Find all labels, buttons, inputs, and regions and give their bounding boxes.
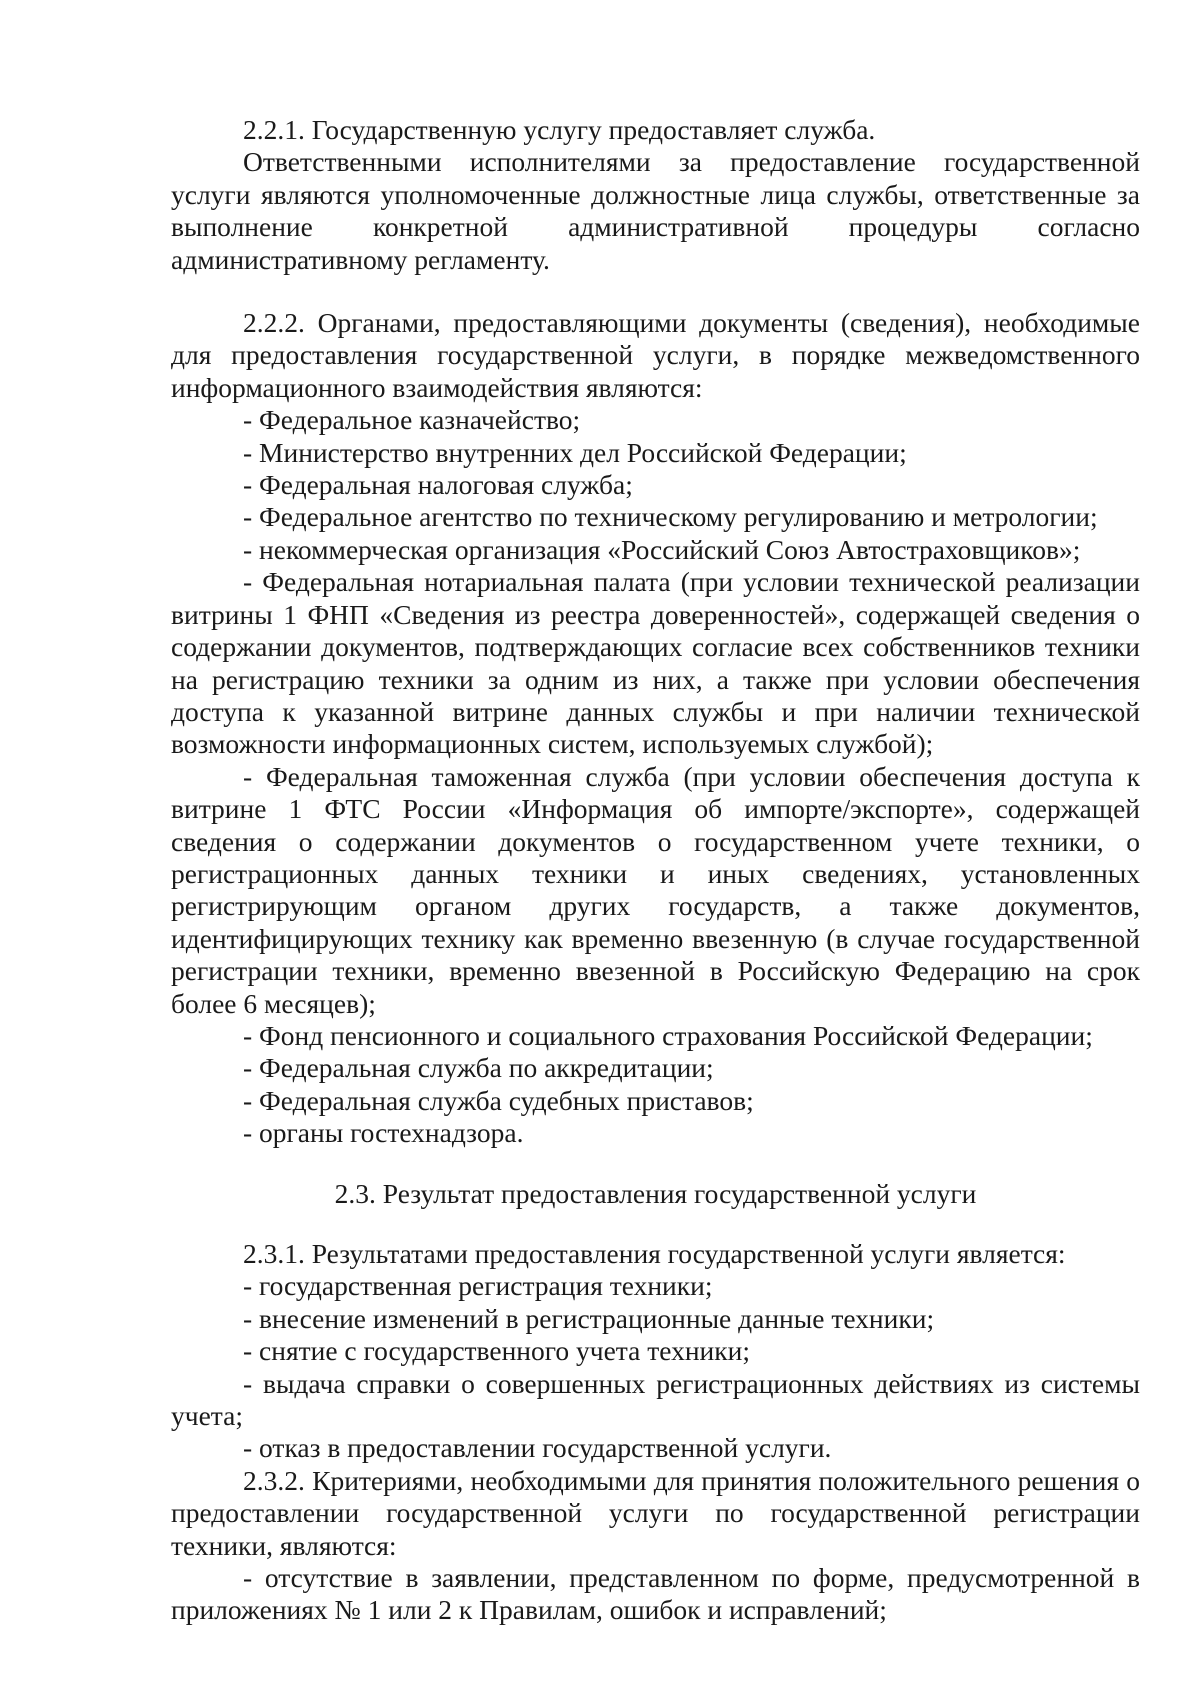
list-item-result: - внесение изменений в регистрационные данные техники; [243,1302,935,1334]
section-spacer [171,1210,1140,1238]
list-item-result: - отказ в предоставлении государственной услуги. [243,1432,832,1464]
list-item-body: - Фонд пенсионного и социального страхования Российской Федерации; [243,1019,1093,1051]
list-item-body: - Федеральная нотариальная палата (при условии технической реализации витрины 1 ФНП «Сведения из реестра доверенностей», содержащей сведения о содержании документов, подтверждающих согласие всех собственников техники на регистрацию техники за одним из них, а также при условии обеспечения доступа к указанной витрине данных службы и при наличии технической возможности информационных систем, используемых службой); [171,566,1140,760]
list-item-criterion: - отсутствие в заявлении, представленном по форме, предусмотренной в приложениях № 1 или 2 к Правилам, ошибок и исправлений; [171,1562,1140,1626]
list-item-body: - Федеральное агентство по техническому регулированию и метрологии; [243,501,1098,533]
list-item-body: - Федеральная служба по аккредитации; [243,1052,714,1084]
paragraph-2-2-1: 2.2.1. Государственную услугу предоставляет служба. [243,114,876,145]
section-spacer [171,1150,1140,1178]
list-item-body: - органы гостехнадзора. [243,1117,524,1149]
list-item-result: - снятие с государственного учета техники; [243,1335,750,1367]
list-item-result: - государственная регистрация техники; [243,1270,713,1302]
list-item-body: - Федеральная налоговая служба; [243,469,633,501]
list-item-result: - выдача справки о совершенных регистрационных действиях из системы учета; [171,1367,1140,1432]
list-item-body: - некоммерческая организация «Российский Союз Автостраховщиков»; [243,533,1081,565]
paragraph-2-3-1: 2.3.1. Результатами предоставления государственной услуги является: [243,1238,1066,1269]
list-item-body: - Министерство внутренних дел Российской Федерации; [243,436,907,468]
list-item-body: - Федеральная таможенная служба (при условии обеспечения доступа к витрине 1 ФТС России «Информация об импорте/экспорте», содержащей сведения о содержании документов о государственном учете техники, о регистрационных данных техники и иных сведениях, установленных регистрирующим органом других государств, а также документов, идентифицирующих технику как временно ввезенную (в случае государственной регистрации техники, временно ввезенной в Российскую Федерацию на срок более 6 месяцев); [171,760,1140,1019]
paragraph-2-2-2: 2.2.2. Органами, предоставляющими документы (сведения), необходимые для предоставления государственной услуги, в порядке межведомственного информационного взаимодействия являются: [171,307,1140,403]
paragraph-spacer [171,276,1140,307]
paragraph-2-3-2: 2.3.2. Критериями, необходимыми для принятия положительного решения о предоставлении государственной услуги по государственной регистрации техники, являются: [171,1464,1140,1561]
paragraph-responsible-executors: Ответственными исполнителями за предоставление государственной услуги являются уполномоченные должностные лица службы, ответственные за выполнение конкретной административной процедуры согласно административному регламенту. [171,146,1140,275]
section-heading-2-3: 2.3. Результат предоставления государственной услуги [334,1177,977,1209]
list-item-body: - Федеральная служба судебных приставов; [243,1084,754,1116]
list-item-body: - Федеральное казначейство; [243,404,581,436]
